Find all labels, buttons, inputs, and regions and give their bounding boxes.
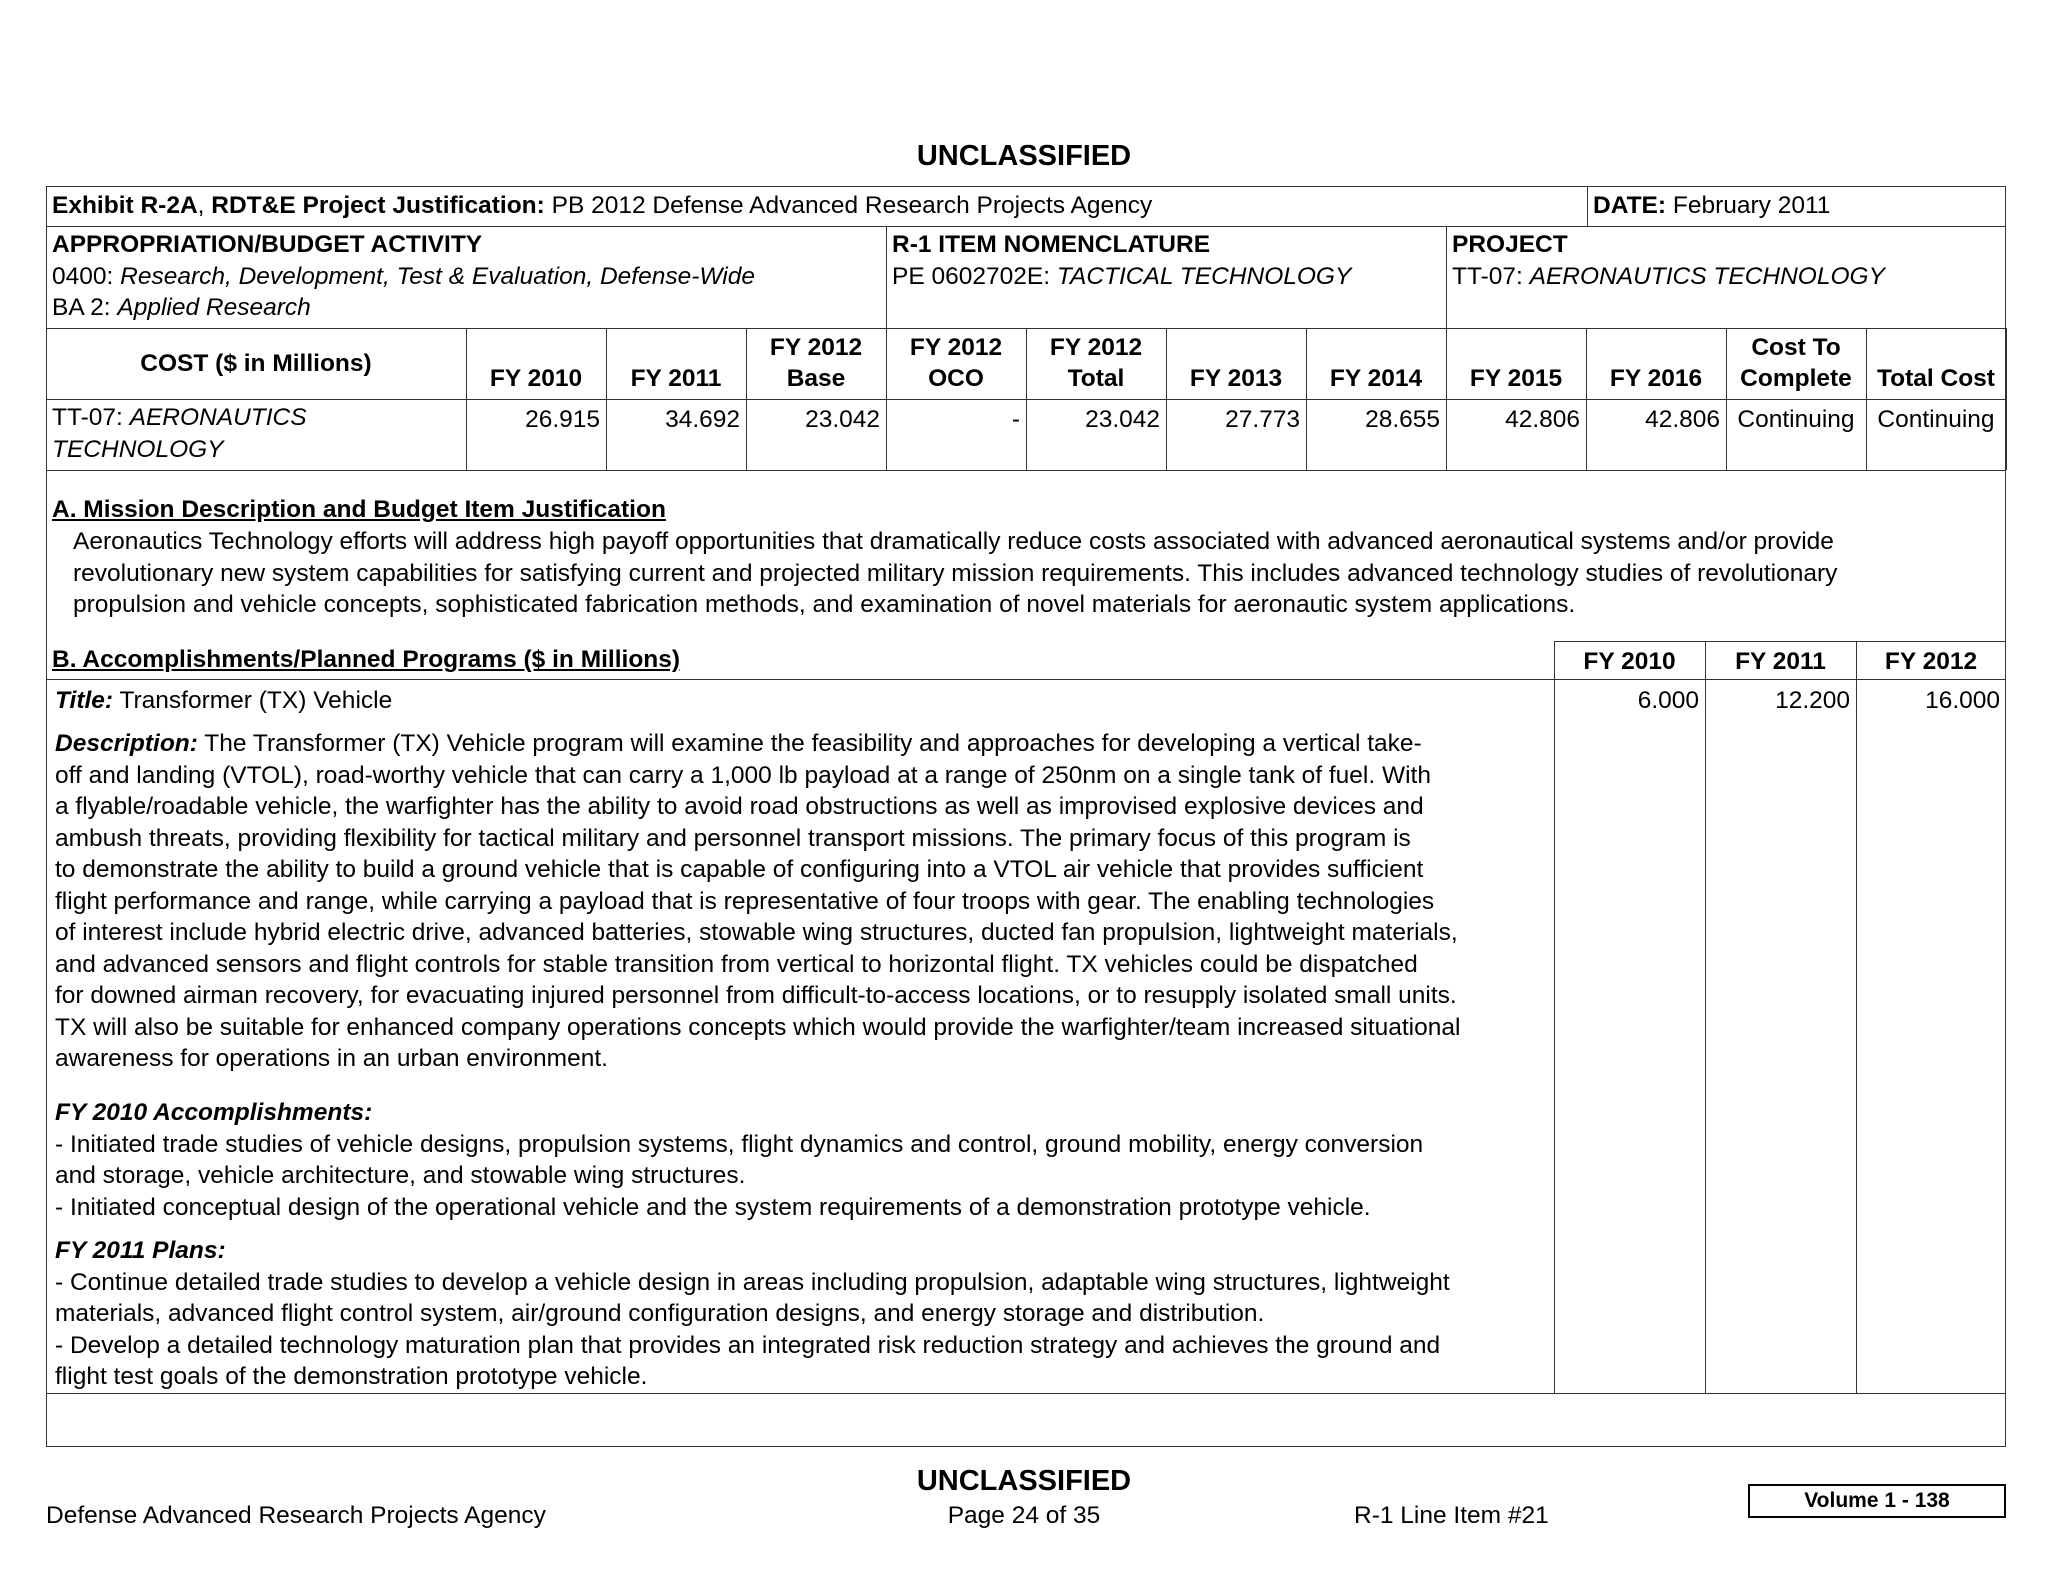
accomplishments-heading: FY 2010 Accomplishments: xyxy=(55,1099,373,1126)
description-line: off and landing (VTOL), road-worthy vehicle that can carry a 1,000 lb payload at a range of 250nm on a single tank of fuel. With xyxy=(55,761,1431,789)
description-line: a flyable/roadable vehicle, the warfighter has the ability to avoid road obstructions as well as improvised explosive devices and xyxy=(55,793,1424,820)
cost-value: Continuing xyxy=(1737,406,1855,433)
program-title-label: Title: xyxy=(55,687,114,714)
program-title-value: Transformer (TX) Vehicle xyxy=(113,687,393,714)
section-a-line: revolutionary new system capabilities for satisfying current and projected military mission requirements. This includes advanced technology studies of revolutionary xyxy=(73,559,1838,587)
section-a-body xyxy=(73,526,1837,621)
r1-label: R-1 ITEM NOMENCLATURE xyxy=(892,231,1211,258)
description-label: Description: xyxy=(55,730,198,757)
cost-value: 23.042 xyxy=(1085,406,1160,433)
section-b-bottom-rule xyxy=(46,1393,2006,1394)
cost-value: 26.915 xyxy=(525,406,600,433)
section-b-fy-header: FY 2010 xyxy=(1583,648,1676,675)
cost-column-header-line1: Cost To xyxy=(1751,334,1841,361)
plans-line: - Continue detailed trade studies to develop a vehicle design in areas including propulsion, adaptable wing structures, lightweight xyxy=(55,1268,1450,1296)
description-line: of interest include hybrid electric drive, advanced batteries, stowable wing structures, ducted fan propulsion, lightweight materials, xyxy=(55,919,1458,946)
footer-page-number: Page 24 of 35 xyxy=(947,1502,1101,1529)
program-fy-value: 12.200 xyxy=(1775,687,1850,714)
cost-value: 28.655 xyxy=(1365,406,1440,433)
accomplishment-line: - Initiated conceptual design of the operational vehicle and the system requirements of a demonstration prototype vehicle. xyxy=(55,1193,1371,1221)
plans-line: materials, advanced flight control system, air/ground configuration designs, and energy storage and distribution. xyxy=(55,1300,1265,1327)
project-block xyxy=(1452,229,1885,292)
cost-column-header: OCO xyxy=(928,365,984,392)
justification-label: RDT&E Project Justification: xyxy=(211,192,545,219)
description-line: TX will also be suitable for enhanced company operations concepts which would provide the warfighter/team increased situational xyxy=(55,1013,1461,1041)
appropriation-line-1: 0400: Research, Development, Test & Evaluation, Defense-Wide xyxy=(52,262,755,290)
plans-heading: FY 2011 Plans: xyxy=(55,1237,226,1264)
section-b-fy-header: FY 2012 xyxy=(1884,648,1978,675)
classification-top: UNCLASSIFIED xyxy=(916,140,1132,172)
cost-column-header: FY 2015 xyxy=(1469,365,1563,392)
cost-table-bottom-rule xyxy=(46,470,2006,471)
header-divider-2 xyxy=(1446,226,1447,329)
description-line: flight performance and range, while carrying a payload that is representative of four troops with gear. The enabling technologies xyxy=(55,887,1435,915)
cost-value: 23.042 xyxy=(805,406,880,433)
accomplishment-line: - Initiated trade studies of vehicle designs, propulsion systems, flight dynamics and control, ground mobility, energy conversion xyxy=(55,1130,1424,1158)
cost-table-col-line xyxy=(2006,328,2007,470)
header-rule-1 xyxy=(46,226,2006,227)
footer-volume: Volume 1 - 138 xyxy=(1804,1489,1950,1512)
appropriation-block xyxy=(52,229,755,324)
section-b-heading: B. Accomplishments/Planned Programs ($ in Millions) xyxy=(52,646,681,673)
cost-column-header: Base xyxy=(786,365,846,392)
header-divider-1 xyxy=(886,226,887,329)
date-divider xyxy=(1587,186,1588,227)
description-line: to demonstrate the ability to build a ground vehicle that is capable of configuring into a VTOL air vehicle that provides sufficient xyxy=(55,856,1424,883)
r1-nomenclature-block xyxy=(892,229,1351,292)
cost-table-corner: COST ($ in Millions) xyxy=(140,350,372,377)
fy2011-plans xyxy=(55,1235,1450,1393)
footer-line-item: R-1 Line Item #21 xyxy=(1354,1502,1549,1529)
classification-bottom: UNCLASSIFIED xyxy=(916,1465,1132,1497)
cost-column-header-line1: FY 2012 xyxy=(769,334,863,361)
footer-agency: Defense Advanced Research Projects Agency xyxy=(46,1502,546,1529)
program-fy-value: 16.000 xyxy=(1925,687,2000,714)
date-label: DATE: xyxy=(1593,192,1667,219)
justification-text: PB 2012 Defense Advanced Research Projects Agency xyxy=(544,192,1153,219)
section-a-heading: A. Mission Description and Budget Item Justification xyxy=(52,496,666,523)
cost-column-header-line1: FY 2012 xyxy=(1049,334,1143,361)
accomplishment-line: and storage, vehicle architecture, and stowable wing structures. xyxy=(55,1162,746,1189)
program-description xyxy=(55,728,1460,1075)
cost-column-header: FY 2014 xyxy=(1329,365,1423,392)
description-line: The Transformer (TX) Vehicle program will examine the feasibility and approaches for developing a vertical take- xyxy=(197,730,1422,757)
cost-value: Continuing xyxy=(1877,406,1995,433)
cost-column-header: FY 2013 xyxy=(1189,365,1283,392)
cost-column-header-line1: FY 2012 xyxy=(909,334,1003,361)
cost-value: 34.692 xyxy=(665,406,740,433)
section-a-line: propulsion and vehicle concepts, sophisticated fabrication methods, and examination of novel materials for aeronautic system applications. xyxy=(73,591,1576,618)
section-b-header-rule xyxy=(46,679,2006,680)
cost-value: 42.806 xyxy=(1505,406,1580,433)
cost-column-header: Complete xyxy=(1740,365,1852,392)
appropriation-label: APPROPRIATION/BUDGET ACTIVITY xyxy=(52,231,483,258)
cost-value: 42.806 xyxy=(1645,406,1720,433)
cost-value: 27.773 xyxy=(1225,406,1300,433)
cost-column-header: FY 2016 xyxy=(1609,365,1703,392)
section-b-fy-header: FY 2011 xyxy=(1735,648,1826,675)
section-a-line: Aeronautics Technology efforts will address high payoff opportunities that dramatically reduce costs associated with advanced aeronautical systems and/or provide xyxy=(73,528,1834,555)
exhibit-title xyxy=(52,190,1152,222)
cost-column-header: FY 2010 xyxy=(489,365,583,392)
cost-column-header: FY 2011 xyxy=(630,365,722,392)
cost-column-header: Total xyxy=(1067,365,1125,392)
description-line: for downed airman recovery, for evacuating injured personnel from difficult-to-access locations, or to resupply isolated small units. xyxy=(55,982,1457,1009)
project-value: TT-07: AERONAUTICS TECHNOLOGY xyxy=(1452,262,1885,290)
description-line: ambush threats, providing flexibility for tactical military and personnel transport missions. The primary focus of this program is xyxy=(55,824,1411,852)
exhibit-label: Exhibit R-2A xyxy=(52,192,198,219)
section-b-col-line xyxy=(1705,641,1706,1394)
date-field xyxy=(1593,190,1830,222)
cost-column-header: Total Cost xyxy=(1877,365,1995,392)
description-line: and advanced sensors and flight controls for stable transition from vertical to horizontal flight. TX vehicles could be dispatched xyxy=(55,950,1418,978)
program-fy-value: 6.000 xyxy=(1637,687,1699,714)
cost-value: - xyxy=(1011,406,1020,433)
section-b-col-line xyxy=(1856,641,1857,1394)
plans-line: - Develop a detailed technology maturation plan that provides an integrated risk reduction strategy and achieves the ground and xyxy=(55,1331,1441,1359)
program-title xyxy=(55,685,392,717)
section-b-col-line xyxy=(1554,641,1555,1394)
r1-value: PE 0602702E: TACTICAL TECHNOLOGY xyxy=(892,262,1352,290)
cost-row-label: TT-07: AERONAUTICS TECHNOLOGY xyxy=(52,404,307,463)
date-value: February 2011 xyxy=(1666,192,1831,219)
fy2010-accomplishments xyxy=(55,1097,1423,1223)
appropriation-line-2: BA 2: Applied Research xyxy=(52,294,311,321)
footer-volume-box xyxy=(1748,1484,2006,1518)
plans-line: flight test goals of the demonstration prototype vehicle. xyxy=(55,1363,648,1390)
section-b-fy-top-rule xyxy=(1554,641,2006,642)
cost-table-header-rule xyxy=(46,399,2006,400)
description-line: awareness for operations in an urban environment. xyxy=(55,1045,608,1072)
exhibit-sep: , xyxy=(197,192,212,219)
project-label: PROJECT xyxy=(1452,231,1568,258)
